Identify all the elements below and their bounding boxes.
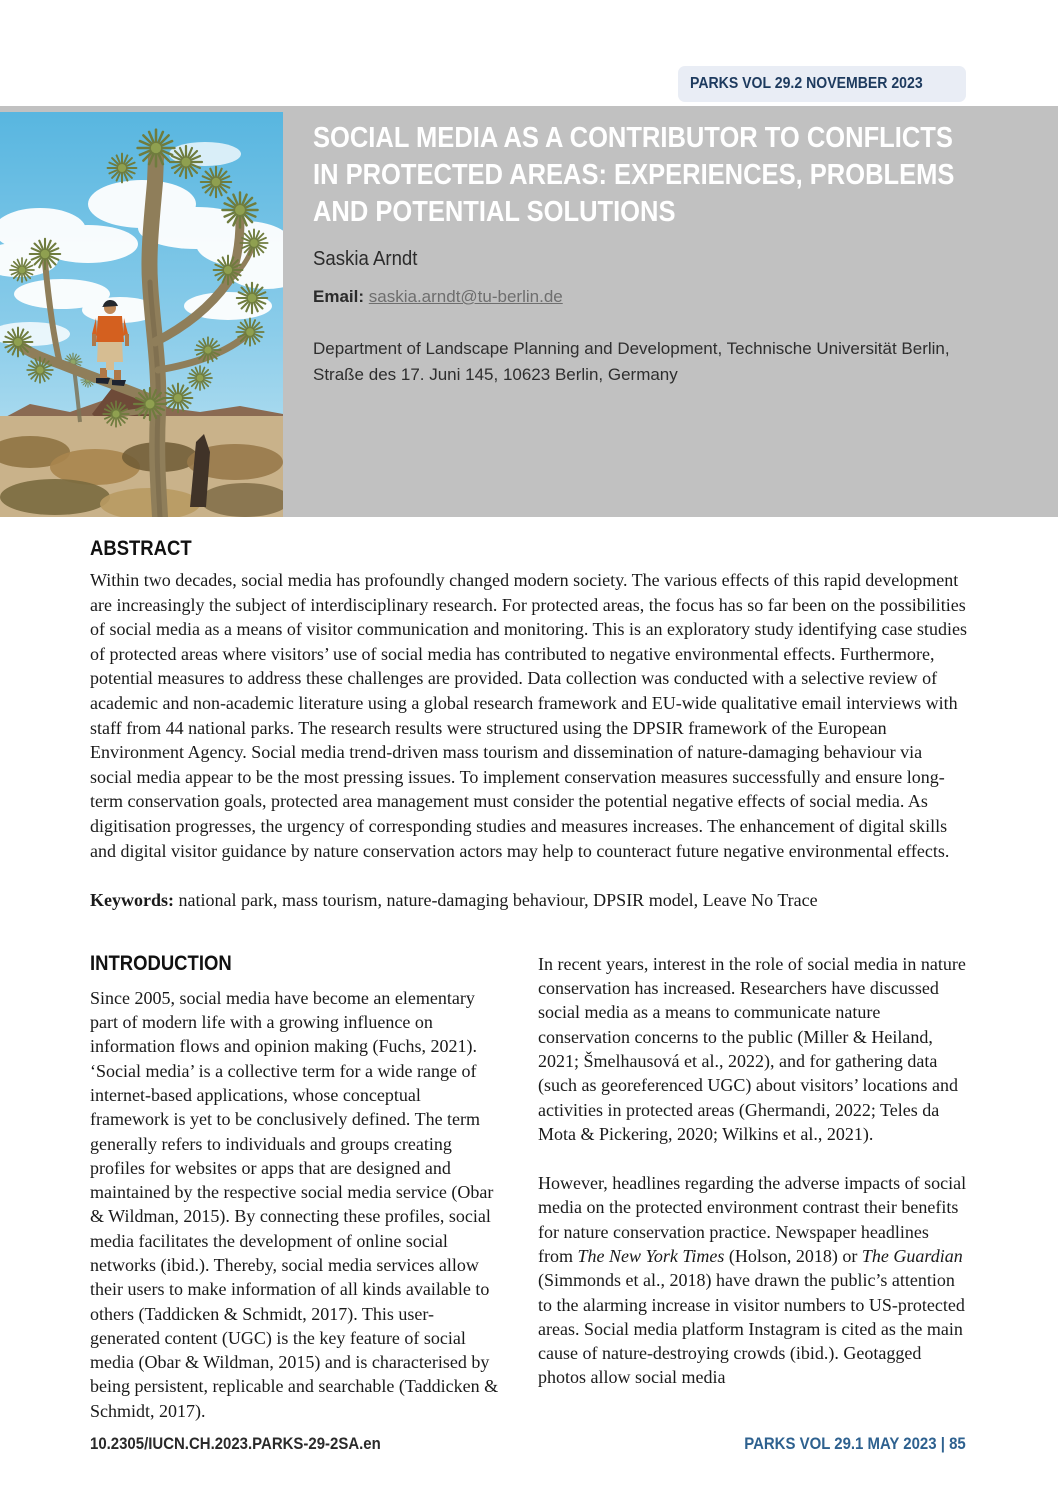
keywords-line [90,888,968,913]
keywords-label: Keywords: [90,890,174,911]
introduction-left-paragraph: Since 2005, social media have become an elementary part of modern life with a growing influence on information flows and opinion making (Fuchs, 2021). ‘Social media’ is a collective term for a wide range of internet-based applications, whose conceptual framework is yet to be conclusively defined. The term generally refers to individuals and groups creating profiles for websites or apps that are designed and maintained by the respective social media service (Obar & Wildman, 2015). By connecting these profiles, social media facilitates the development of online social networks (ibid.). Thereby, social media services allow their users to make information of all kinds available to others (Taddicken & Schmidt, 2017). This user-generated content (UGC) is the key feature of social media (Obar & Wildman, 2015) and is characterised by being persistent, replicable and searchable (Taddicken & Schmidt, 2017). [90,987,499,1421]
article-header [0,106,1058,517]
introduction-right-paragraph-2: However, headlines regarding the adverse impacts of social media on the protected environment contrast their benefits for nature conservation practice. Newspaper headlines from The New York Times (Holson, 2018) or The Guardian (Simmonds et al., 2018) have drawn the public’s attention to the alarming increase in visitor numbers to US-protected areas. Social media platform Instagram is cited as the main cause of nature-destroying crowds (ibid.). Geotagged photos allow social media [538,1173,967,1388]
issue-badge [678,66,966,102]
footer-doi: 10.2305/IUCN.CH.2023.PARKS-29-2SA.en [90,1434,381,1453]
author-email-line [313,287,1013,307]
cited-work-guardian: The Guardian [861,1245,963,1266]
abstract-heading: ABSTRACT [90,537,192,560]
cited-work-nyt: The New York Times [577,1245,725,1266]
introduction-right-paragraph-1: In recent years, interest in the role of social media in nature conservation has increased. Researchers have discussed social media as a means to communicate nature conservation concerns to the public (Miller & Heiland, 2021; Šmelhausová et al., 2022), and for gathering data (such as georeferenced UGC) about visitors’ locations and activities in protected areas (Ghermandi, 2022; Teles da Mota & Pickering, 2020; Wilkins et al., 2021). [538,953,966,1144]
introduction-right-column [538,952,968,1423]
abstract-paragraph: Within two decades, social media has profoundly changed modern society. The various effects of this rapid development are increasingly the subject of interdisciplinary research. For protected areas, the focus has so far been on the possibilities of social media as a means of visitor communication and monitoring. This is an exploratory study identifying case studies of protected areas where visitors’ use of social media has contributed to negative environmental effects. Furthermore, potential measures to address these challenges are provided. Data collection was conducted with a selective review of academic and non-academic literature using a global research framework and EU-wide qualitative email interviews with staff from 44 national parks. The research results were structured using the DPSIR framework of the European Environment Agency. Social media trend-driven mass tourism and dissemination of nature-damaging behaviour via social media appear to be the most pressing issues. To implement conservation measures successfully and ensure long-term conservation goals, protected area management must consider the potential negative effects of social media. As digitisation progresses, the urgency of corresponding studies and measures increases. The enhancement of digital skills and digital visitor guidance by nature conservation actors may help to counteract future negative environmental effects. [90,570,967,861]
cover-photo [0,112,283,517]
article-title-line-3: AND POTENTIAL SOLUTIONS [313,196,676,228]
email-label: Email: [313,287,365,306]
introduction-left-column [90,952,502,1423]
introduction-heading: INTRODUCTION [90,951,232,975]
email-link[interactable]: saskia.arndt@tu-berlin.de [368,287,563,306]
article-title-line-1: SOCIAL MEDIA AS A CONTRIBUTOR TO CONFLICTS [313,122,953,154]
article-title-line-2: IN PROTECTED AREAS: EXPERIENCES, PROBLEMS [313,159,955,191]
author-affiliation: Department of Landscape Planning and Development, Technische Universität Berlin, Straße des 17. Juni 145, 10623 Berlin, Germany [313,339,950,384]
header-text-block [313,120,1013,388]
issue-badge-label: PARKS VOL 29.2 NOVEMBER 2023 [689,75,923,92]
keywords-list: national park, mass tourism, nature-damaging behaviour, DPSIR model, Leave No Trace [174,890,818,911]
introduction-section [90,952,968,1423]
article-body [90,537,968,1423]
footer-page-info: PARKS VOL 29.1 MAY 2023 | 85 [744,1434,966,1453]
author-name: Saskia Arndt [313,248,418,270]
